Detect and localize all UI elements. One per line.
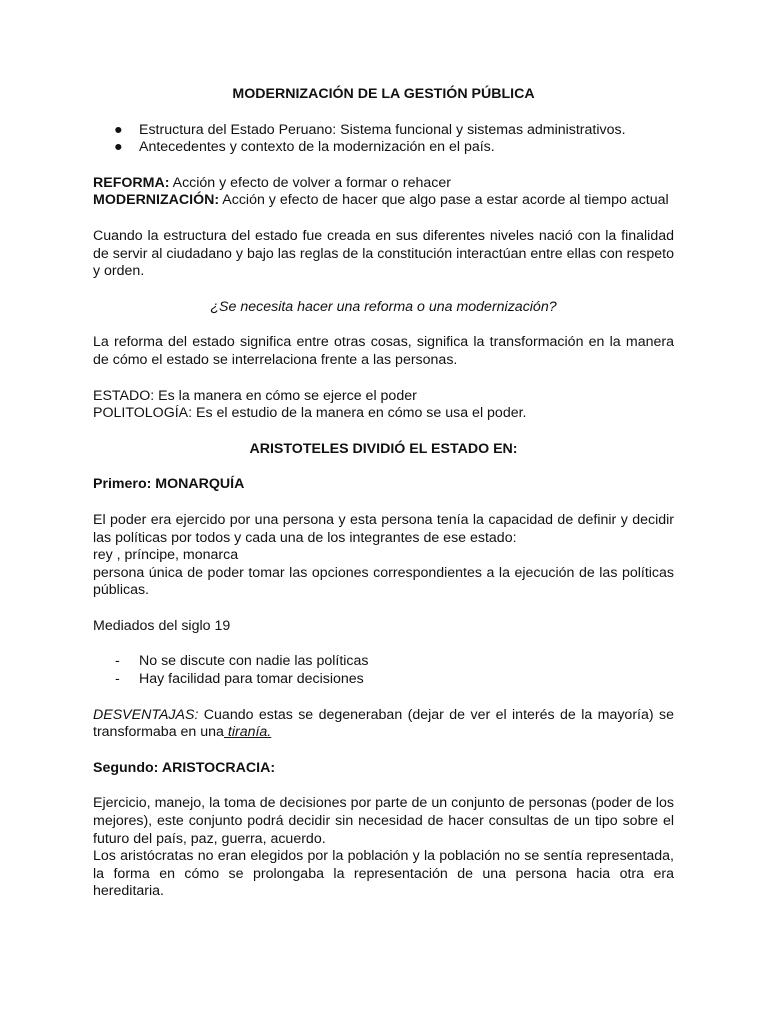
mediados-line: Mediados del siglo 19 [93, 617, 231, 634]
desventajas-label: DESVENTAJAS: [93, 706, 199, 723]
definition-modernizacion [93, 192, 674, 210]
question-line: ¿Se necesita hacer una reforma o una modernización? [210, 298, 557, 315]
heading-aristocracia: Segundo: ARISTOCRACIA: [93, 759, 276, 776]
monarquia-persona-line: persona única de poder tomar las opciones correspondientes a la ejecución de las políticas públicas. [93, 564, 674, 599]
bullet-item [93, 139, 674, 157]
paragraph-estructura: Cuando la estructura del estado fue creada en sus diferentes niveles nació con la finalidad de servir al ciudadano y bajo las reglas de la constitución interactúan entre ellas con respeto y orden. [93, 227, 674, 280]
bullet-text: Antecedentes y contexto de la modernización en el país. [139, 139, 495, 156]
definition-term: MODERNIZACIÓN: [93, 192, 220, 209]
paragraph-reforma: La reforma del estado significa entre otras cosas, significa la transformación en la manera de cómo el estado se interrelaciona frente a las personas. [93, 334, 674, 368]
definition-term: REFORMA: [93, 174, 170, 191]
dash-text: Hay facilidad para tomar decisiones [139, 671, 364, 688]
dash-item [93, 653, 674, 671]
dash-text: No se discute con nadie las políticas [139, 653, 369, 670]
monarquia-titles-line: rey , príncipe, monarca [93, 547, 239, 564]
tirania-link: tiranía. [223, 724, 272, 741]
paragraph-aristocracia-2: Los aristócratas no eran elegidos por la población y la población no se sentía representada, la forma en cómo se prolongaba la representación de una persona hacia otra era hereditaria. [93, 848, 674, 900]
dash-marker: - [115, 671, 120, 688]
paragraph-desventajas [93, 707, 674, 742]
desventajas-text: Cuando estas se degeneraban (dejar de ver el interés de la mayoría) se transformaba en una [93, 706, 674, 741]
monarquia-dash-list [93, 653, 674, 688]
definition-text: Acción y efecto de volver a formar o rehacer [169, 174, 451, 191]
dash-item [93, 671, 674, 689]
bullet-item [93, 122, 674, 140]
section-title: ARISTOTELES DIVIDIÓ EL ESTADO EN: [249, 440, 518, 457]
dash-marker: - [115, 653, 120, 670]
document-title: MODERNIZACIÓN DE LA GESTIÓN PÚBLICA [232, 86, 535, 102]
definition-text: Acción y efecto de hacer que algo pase a estar acorde al tiempo actual [219, 192, 669, 209]
bullet-marker: ● [114, 139, 123, 156]
estado-line: ESTADO: Es la manera en cómo se ejerce el poder [93, 387, 417, 404]
politologia-line: POLITOLOGÍA: Es el estudio de la manera en cómo se usa el poder. [93, 405, 527, 422]
paragraph-monarquia: El poder era ejercido por una persona y esta persona tenía la capacidad de definir y decidir las políticas por todos y cada una de los integrantes de ese estado: [93, 511, 674, 546]
bullet-text: Estructura del Estado Peruano: Sistema funcional y sistemas administrativos. [139, 121, 626, 138]
paragraph-aristocracia-1: Ejercicio, manejo, la toma de decisiones por parte de un conjunto de personas (poder de los mejores), este conjunto podrá decidir sin necesidad de hacer consultas de un tipo sobre el futuro del país, paz, guerra, acuerdo. [93, 795, 674, 847]
bullet-marker: ● [114, 121, 123, 138]
intro-bullet-list [93, 122, 674, 157]
definition-reforma [93, 175, 674, 193]
heading-monarquia: Primero: MONARQUÍA [93, 476, 245, 493]
